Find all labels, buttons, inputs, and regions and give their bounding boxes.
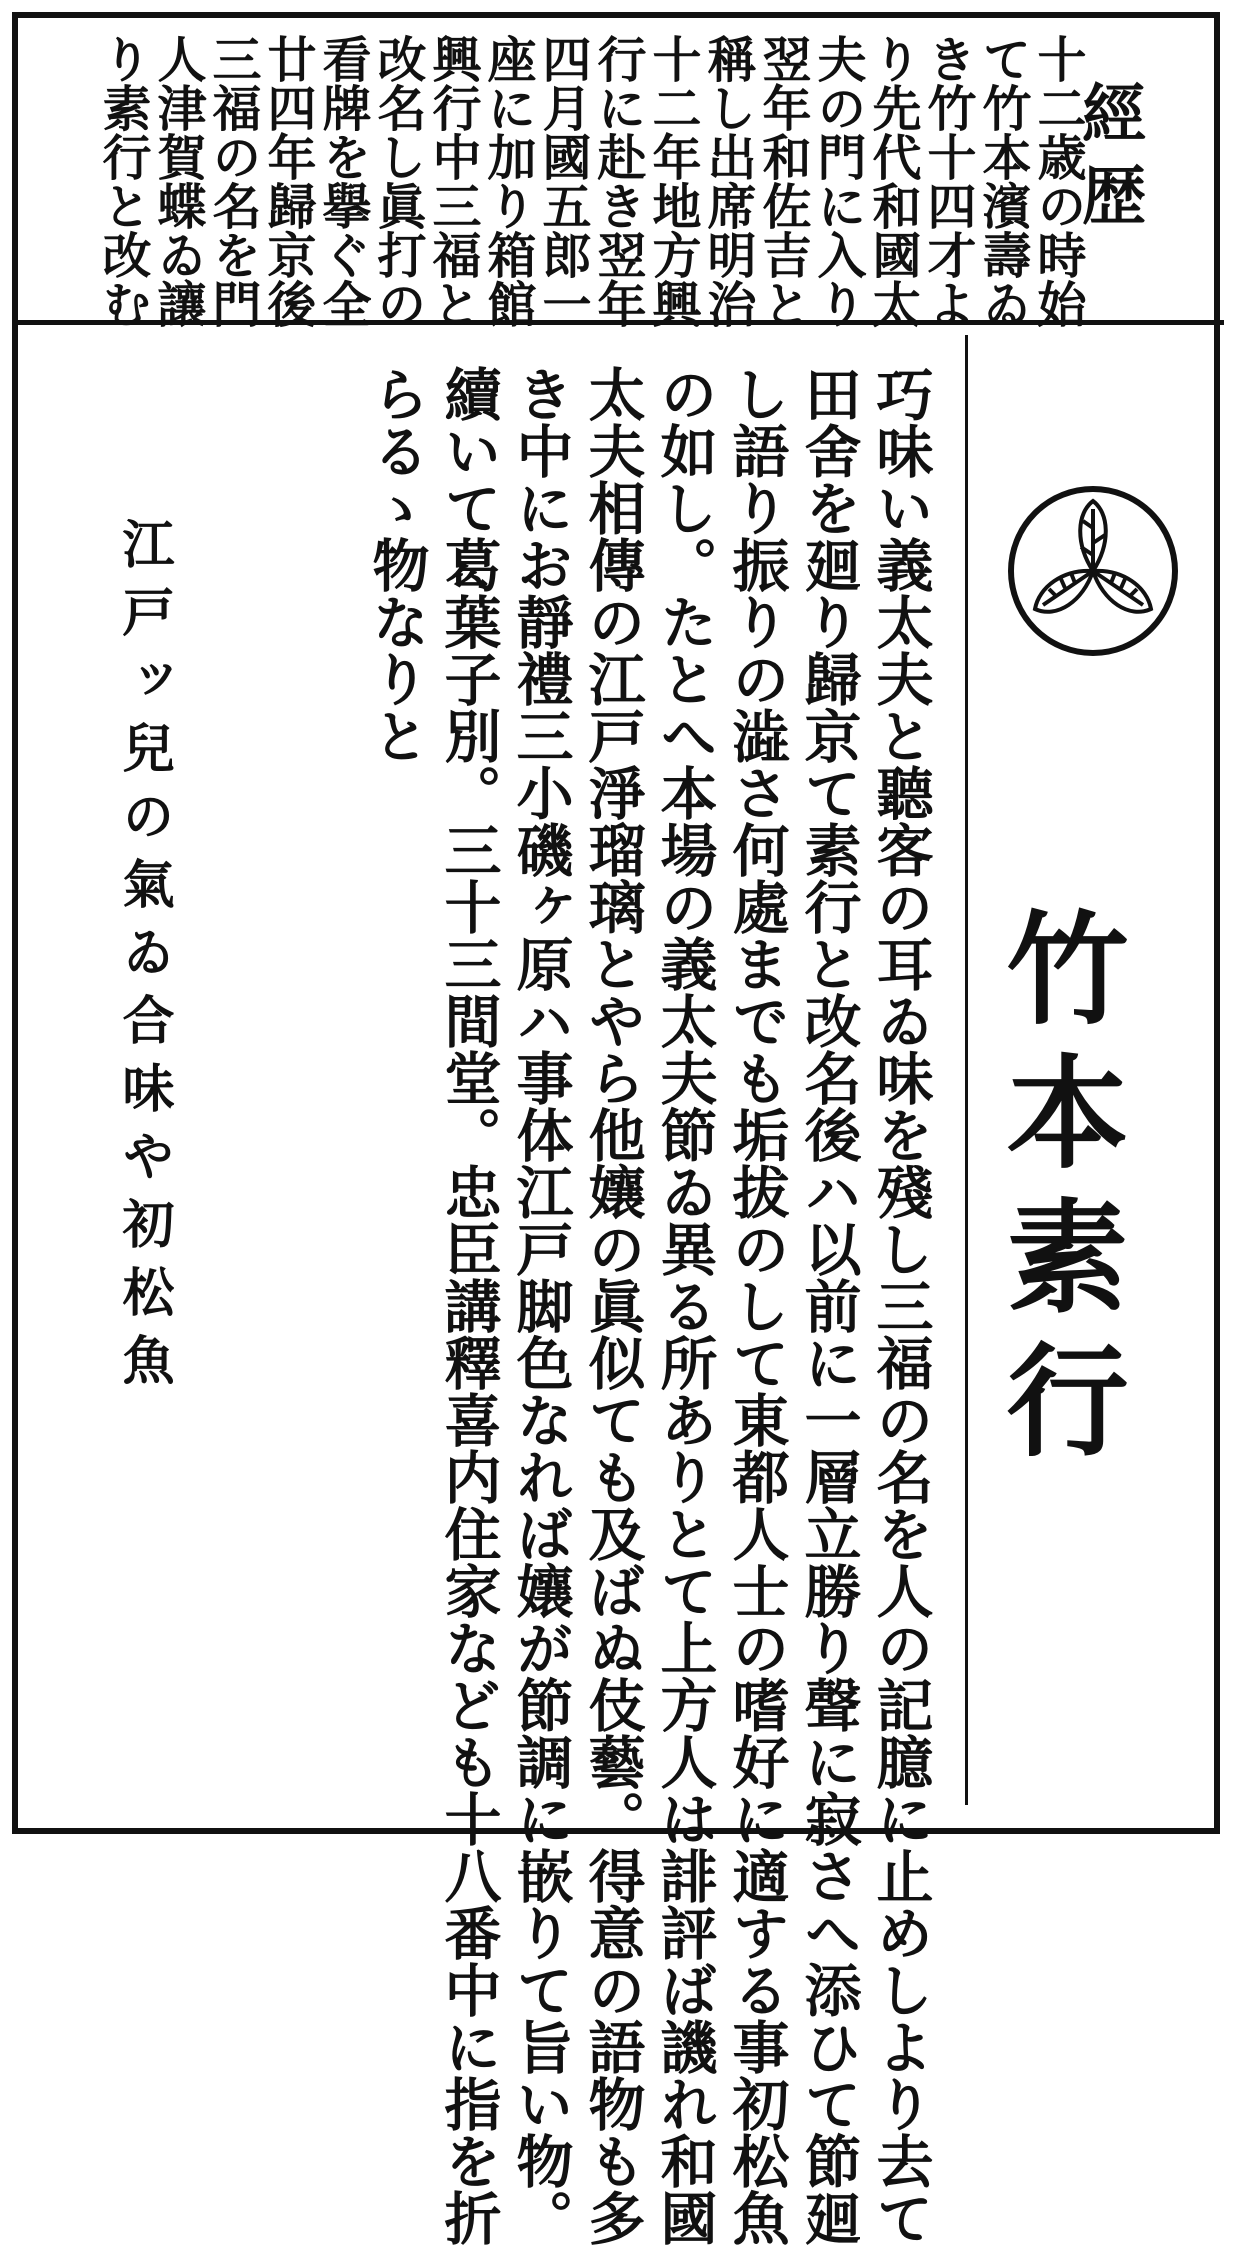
career-line: 十二年地方興 bbox=[645, 34, 703, 328]
career-text bbox=[96, 34, 1086, 328]
career-heading: 經歴 bbox=[1071, 80, 1146, 244]
career-line: 座に加り箱館 bbox=[480, 34, 538, 328]
family-crest-icon bbox=[1005, 483, 1181, 659]
main-text-line: 巧味い義太夫と聽客の耳ゐ味を殘し三福の名を人の記臆に止めしより去て bbox=[867, 365, 934, 2246]
career-line: り素行と改む bbox=[95, 34, 153, 328]
main-text-line: 續いて葛葉子別。三十三間堂。忠臣講釋喜内住家なども十八番中に指を折 bbox=[435, 365, 502, 2246]
career-line: り先代和國太 bbox=[865, 34, 923, 328]
closing-haiku: 江戸ッ兒の氣ゐ合味や初松魚 bbox=[113, 517, 174, 1401]
career-line: 十二歳の時始 bbox=[1030, 34, 1088, 328]
career-line: 翌年和佐吉と bbox=[755, 34, 813, 328]
main-text-line: 田舍を廻り歸京て素行と改名後ハ以前に一層立勝り聲に寂さへ添ひて節廻 bbox=[795, 365, 862, 2246]
career-line: 看牌を擧ぐ全 bbox=[315, 34, 373, 328]
career-line: て竹本濱壽ゐ bbox=[975, 34, 1033, 328]
career-line: 改名し眞打の bbox=[370, 34, 428, 328]
career-line: 行に赴き翌年 bbox=[590, 34, 648, 328]
career-line: 四月國五郎一 bbox=[535, 34, 593, 328]
main-text-line: の如し。たとへ本場の義太夫節ゐ異る所ありとて上方人は誹評ば譏れ和國 bbox=[651, 365, 718, 2246]
career-line: 稱し出席明治 bbox=[700, 34, 758, 328]
career-line: き竹十四才よ bbox=[920, 34, 978, 328]
career-line: 人津賀蝶ゐ讓 bbox=[150, 34, 208, 328]
main-text bbox=[360, 365, 936, 2246]
title-column-rule bbox=[965, 335, 968, 1805]
main-text-line: らるゝ物なりと bbox=[363, 365, 430, 764]
career-line: 興行中三福と bbox=[425, 34, 483, 328]
career-line: 廿四年歸京後 bbox=[260, 34, 318, 328]
page-title: 竹本素行 bbox=[986, 905, 1130, 1481]
career-line: 夫の門に入り bbox=[810, 34, 868, 328]
main-text-line: 太夫相傳の江戸淨瑠璃とやら他孃の眞似ても及ばぬ伎藝。得意の語物も多 bbox=[579, 365, 646, 2246]
career-line: 三福の名を門 bbox=[205, 34, 263, 328]
main-text-line: し語り振りの澁さ何處までも垢拔のして東都人士の嗜好に適する事初松魚 bbox=[723, 365, 790, 2246]
main-text-line: き中にお靜禮三小磯ヶ原ハ事体江戸脚色なれば孃が節調に嵌りて旨い物。 bbox=[507, 365, 574, 2246]
